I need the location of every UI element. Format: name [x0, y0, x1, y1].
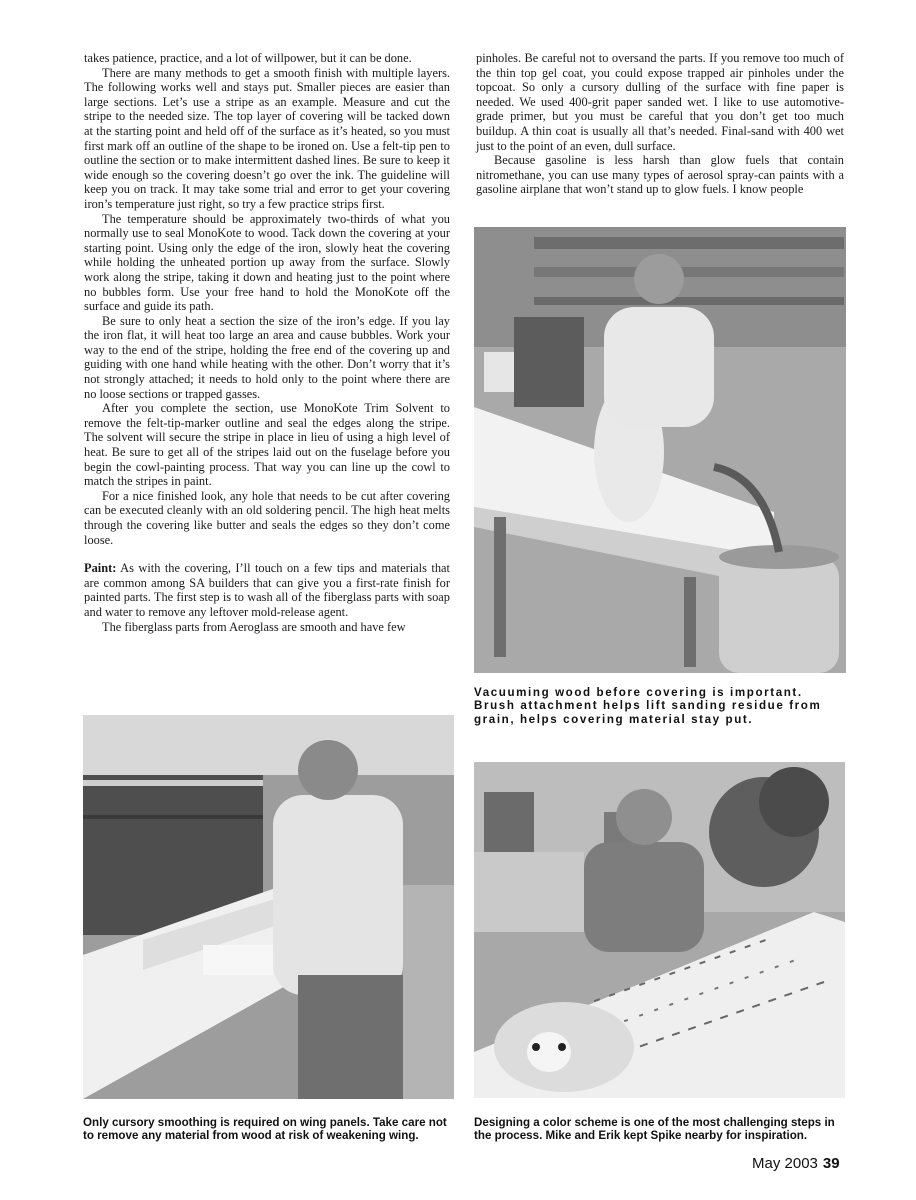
paragraph: The temperature should be approximately two-thirds of what you normally use to seal MonoKote to wood. Tack down the covering at your starting point. Using only the edge of the iron, slowly heat the covering while holding the unheated portion up away from the surface. Slowly work along the stripe, taking it down and heating just to the point where no bubbles form. Use your free hand to hold the MonoKote off the surface and guide its path.	[84, 211, 450, 314]
paragraph: For a nice finished look, any hole that needs to be cut after covering can be executed cleanly with an old soldering pencil. The high heat melts through the covering like butter and seals the edges so they don’t come loose.	[84, 488, 450, 547]
right-text-column	[476, 51, 844, 197]
caption-vacuuming: Vacuuming wood before covering is important. Brush attachment helps lift sanding residue from grain, helps covering material stay put.	[474, 686, 822, 726]
paragraph: After you complete the section, use MonoKote Trim Solvent to remove the felt-tip-marker outline and seal the edges along the stripe. The solvent will secure the stripe in place in lieu of using a high level of heat. Be sure to get all of the stripes laid out on the fuselage before you begin the cowl-painting process. That way you can line up the cowl to match the stripes in paint.	[84, 401, 450, 489]
paragraph: There are many methods to get a smooth finish with multiple layers. The following works well and stays put. Smaller pieces are easier than large sections. Let’s use a stripe as an example. Measure and cut the stripe to the needed size. The top layer of covering will be tacked down at the starting point and held off of the surface as it’s heated, so you must first mark off an outline of the shape to be ironed on. Use a felt-tip pen to outline the section or to make intermittent dashed lines. Be sure to keep it wide enough so the covering doesn’t go over the ink. The guideline will keep you on track. It may take some trial and error to get your covering iron’s temperature just right, so try a few practice strips first.	[84, 65, 450, 211]
photo-color-scheme	[474, 762, 845, 1098]
paint-heading: Paint:	[84, 561, 117, 576]
paragraph: takes patience, practice, and a lot of willpower, but it can be done.	[84, 51, 412, 65]
page-folio	[752, 1155, 840, 1172]
photo-sanding-wing	[83, 715, 454, 1099]
issue-date: May 2003	[752, 1155, 818, 1172]
paint-paragraph	[84, 561, 450, 619]
paragraph: Be sure to only heat a section the size of the iron’s edge. If you lay the iron flat, it will heat too large an area and cause bubbles. Work your way to the end of the stripe, holding the free end of the covering up and guiding with one hand while heating with the other. Don’t worry that it’s not strongly attached; it needs to hold only to the point where there are no loose sections or trapped gasses.	[84, 313, 450, 401]
paragraph: Because gasoline is less harsh than glow fuels that contain nitromethane, you can use many types of aerosol spray-can paints with a gasoline airplane that won’t stand up to glow fuels. I know people	[476, 153, 844, 197]
caption-smoothing: Only cursory smoothing is required on wing panels. Take care not to remove any material from wood at risk of weakening wing.	[83, 1116, 447, 1143]
paragraph: The fiberglass parts from Aeroglass are smooth and have few	[102, 619, 406, 634]
paragraph: pinholes. Be careful not to oversand the parts. If you remove too much of the thin top gel coat, you could expose trapped air pinholes under the topcoat. So only a cursory dulling of the surface with fine paper is needed. We used 400-grit paper sanded wet. I like to use automotive-grade primer, but you must be careful that you don’t get too much buildup. A thin coat is usually all that’s needed. Final-sand with 400 wet just to the point of an even, dull surface.	[476, 51, 844, 153]
left-text-column	[84, 51, 450, 634]
caption-color-scheme: Designing a color scheme is one of the most challenging steps in the process. Mike and Erik kept Spike nearby for inspiration.	[474, 1116, 835, 1143]
page-number: 39	[822, 1155, 840, 1172]
paint-text: As with the covering, I’ll touch on a few tips and materials that are common among SA builders that can give you a first-rate finish for painted parts. The first step is to wash all of the fiberglass parts with soap and water to remove any leftover mold-release agent.	[84, 561, 450, 619]
photo-vacuuming	[474, 227, 846, 673]
